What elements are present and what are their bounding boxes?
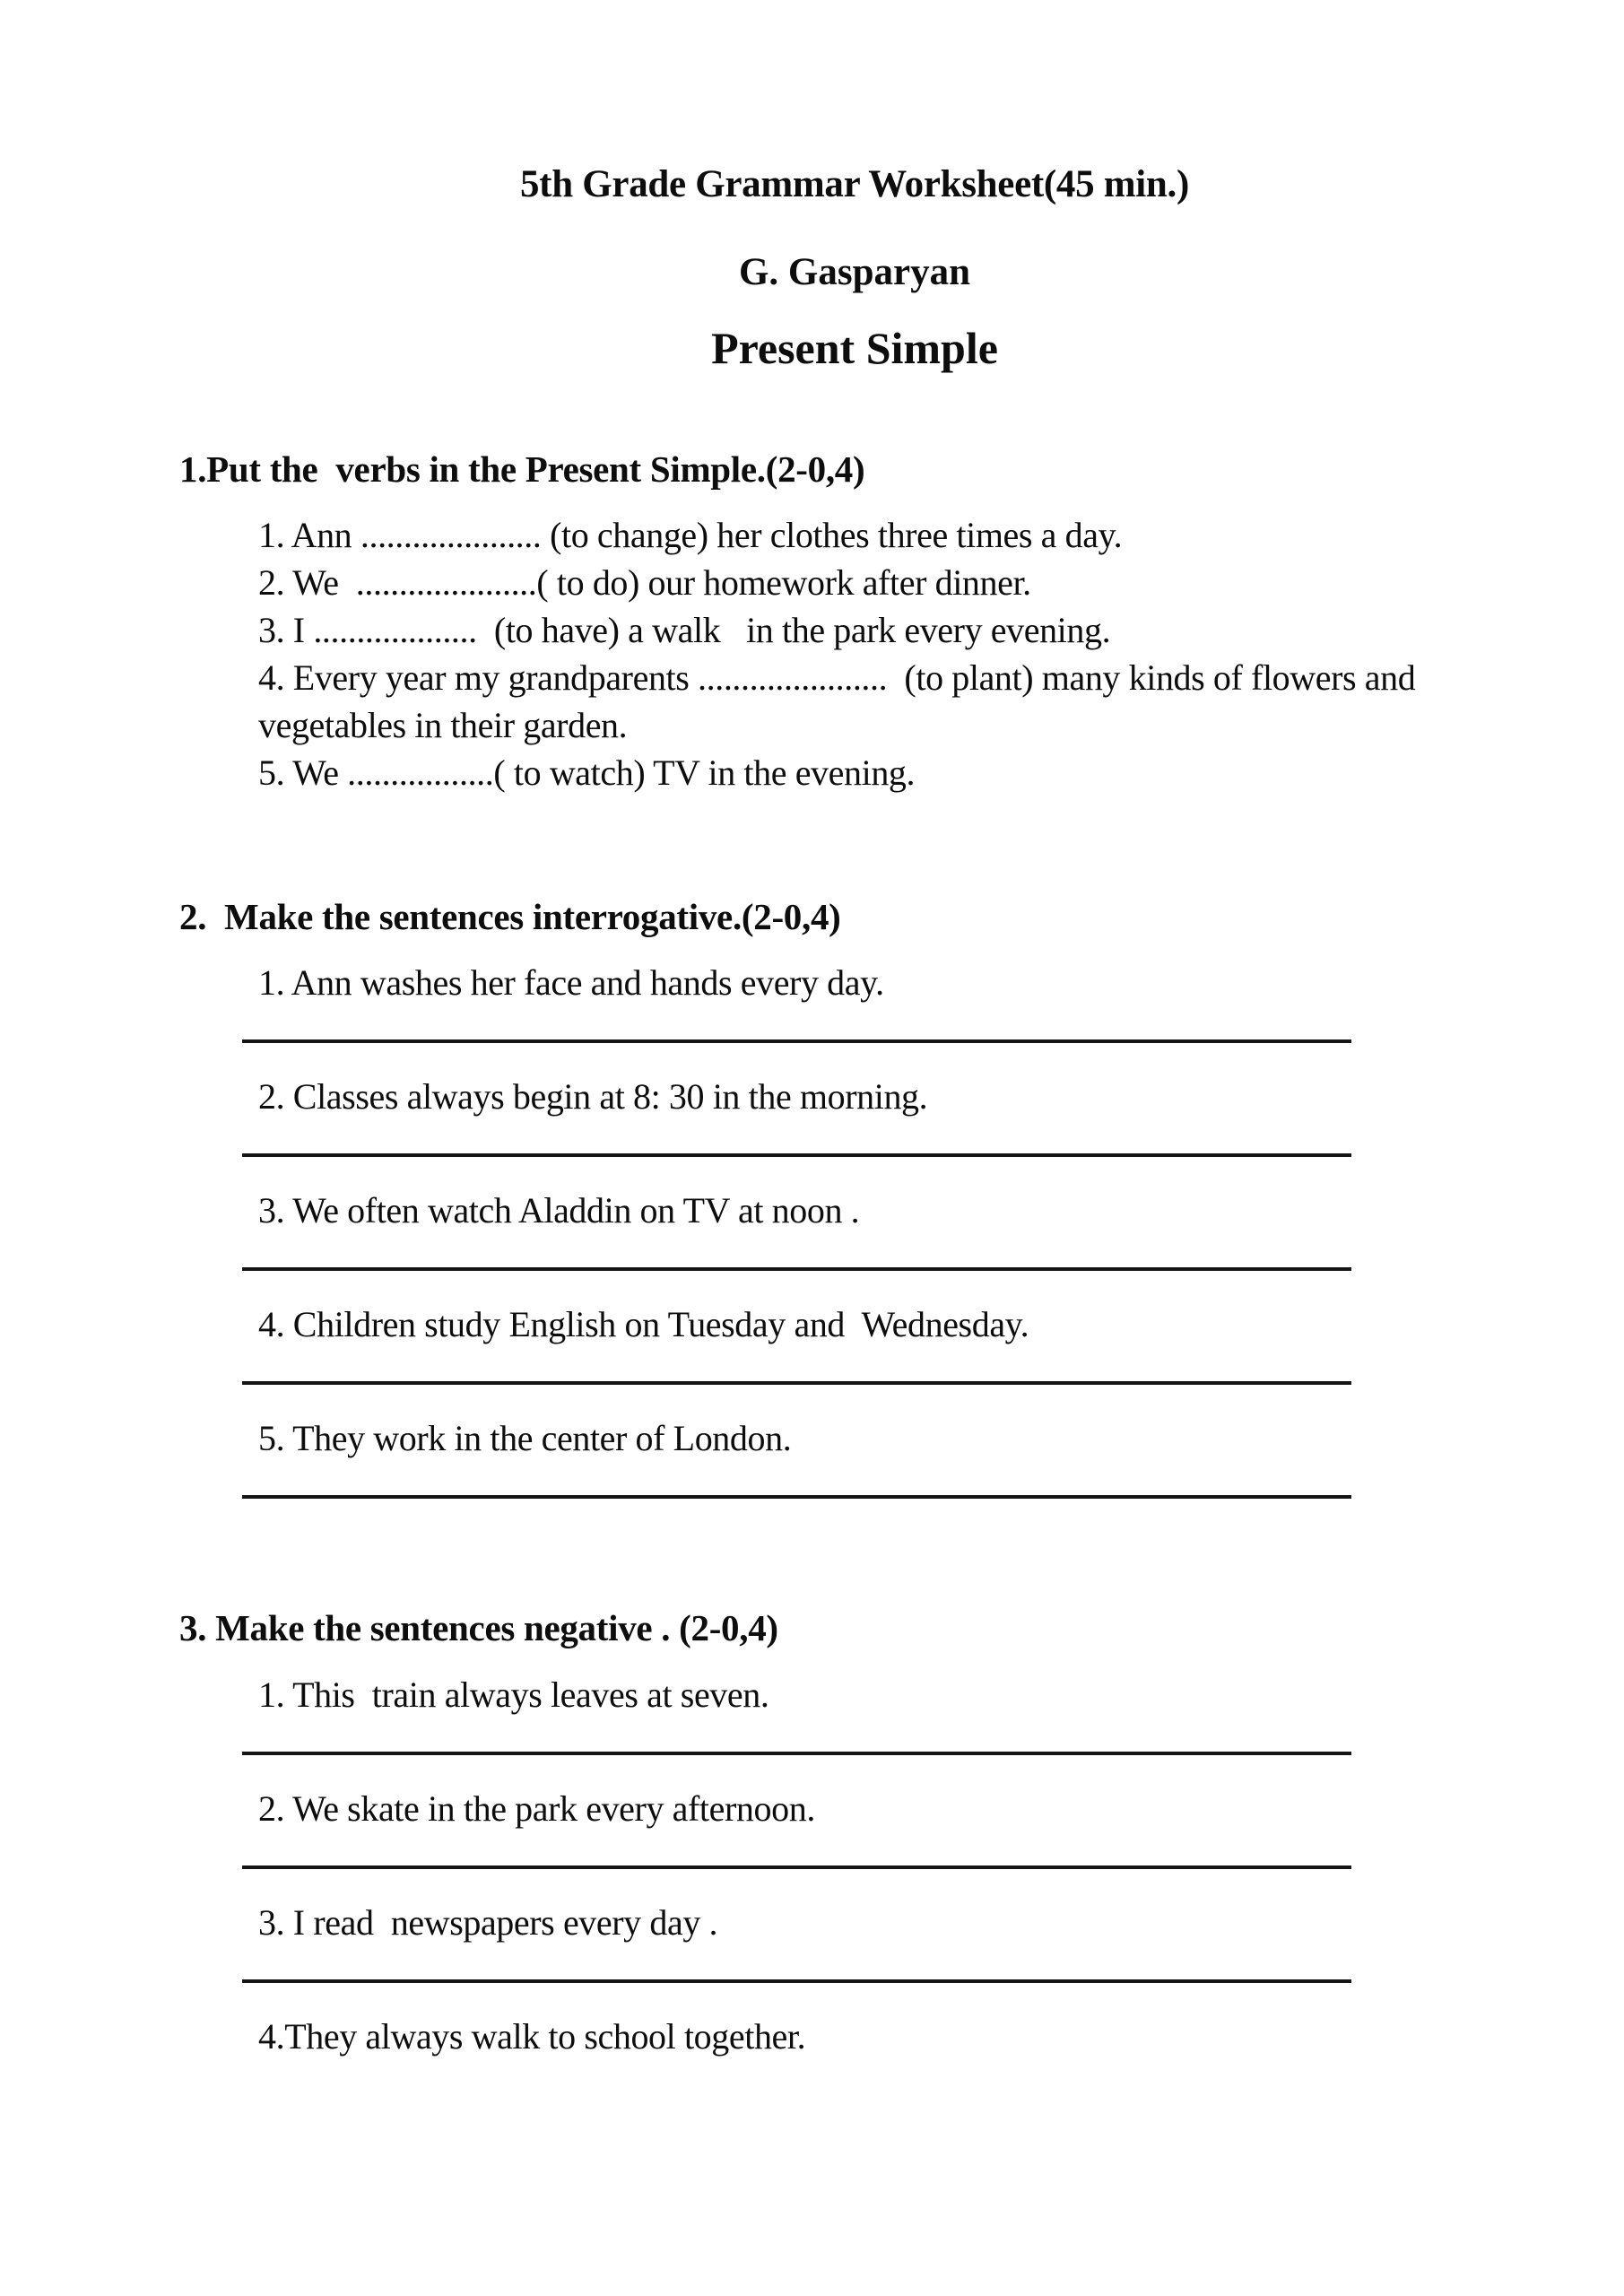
exercise-line: 4. Every year my grandparents ...................... (to plant) many kinds of flowers and (258, 657, 1416, 699)
answer-line (242, 1381, 1351, 1385)
sentence-item: 3. We often watch Aladdin on TV at noon . (258, 1190, 860, 1231)
exercise-line-wrap: vegetables in their garden. (258, 705, 628, 746)
topic-title: Present Simple (711, 322, 998, 373)
worksheet-title: 5th Grade Grammar Worksheet(45 min.) (519, 163, 1189, 205)
section-1-heading: 1.Put the verbs in the Present Simple.(2-0,4) (179, 448, 865, 490)
section-2-items (179, 959, 1534, 1499)
section-2-heading: 2. Make the sentences interrogative.(2-0,4) (179, 896, 841, 938)
section-negative (179, 1605, 1534, 2059)
sentence-item: 4.They always walk to school together. (258, 2015, 806, 2057)
answer-line (242, 1267, 1351, 1271)
exercise-line: 5. We .................( to watch) TV in the evening. (258, 752, 916, 794)
sentence-item: 1. Ann washes her face and hands every day. (258, 962, 884, 1004)
sentence-item: 5. They work in the center of London. (258, 1418, 792, 1459)
exercise-line: 1. Ann ..................... (to change) her clothes three times a day. (258, 515, 1123, 556)
answer-line (242, 1039, 1351, 1043)
answer-line (242, 1866, 1351, 1869)
sentence-item: 2. Classes always begin at 8: 30 in the morning. (258, 1076, 928, 1118)
section-put-verbs (179, 446, 1534, 796)
sentence-item: 3. I read newspapers every day . (258, 1901, 718, 1943)
section-interrogative (179, 893, 1534, 1499)
section-3-items (179, 1671, 1534, 2060)
page-header (85, 0, 1624, 378)
answer-line (242, 1153, 1351, 1157)
exercise-line: 2. We .....................( to do) our homework after dinner. (258, 562, 1031, 604)
sentence-item: 2. We skate in the park every afternoon. (258, 1787, 815, 1829)
section-1-items (179, 511, 1534, 796)
answer-line (242, 1979, 1351, 1983)
section-3-heading: 3. Make the sentences negative . (2-0,4) (179, 1607, 778, 1649)
answer-line (242, 1495, 1351, 1499)
sentence-item: 4. Children study English on Tuesday and Wednesday. (258, 1304, 1029, 1345)
exercise-line: 3. I ................... (to have) a walk in the park every evening. (258, 610, 1111, 651)
worksheet-body (0, 446, 1624, 2060)
answer-line (242, 1752, 1351, 1755)
sentence-item: 1. This train always leaves at seven. (258, 1674, 769, 1715)
author-name: G. Gasparyan (738, 250, 971, 293)
